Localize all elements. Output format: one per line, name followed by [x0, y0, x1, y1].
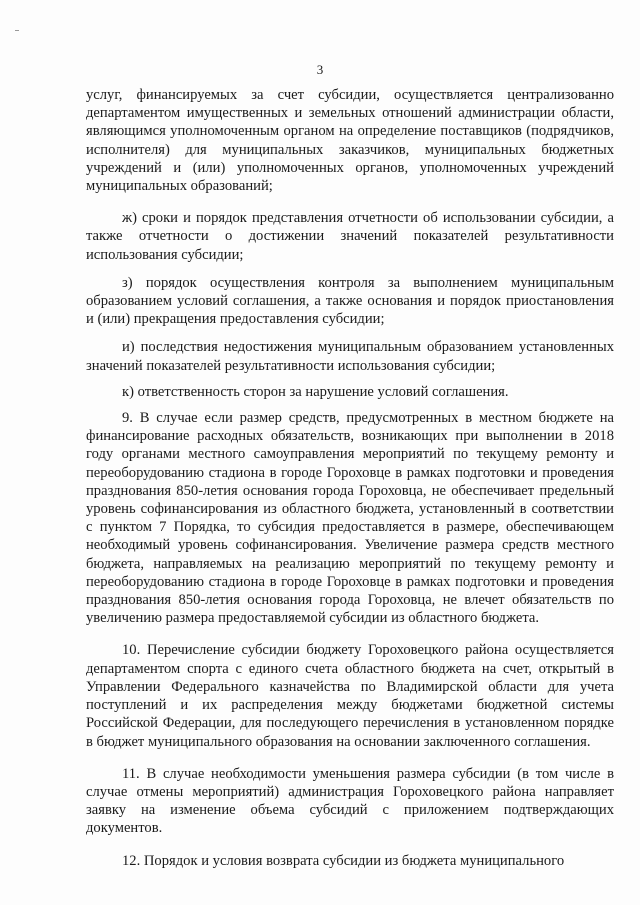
page-number: 3 — [316, 62, 324, 77]
paragraph-clause-10: 10. Перечисление субсидии бюджету Гороховецкого района осуществляется департаментом спорта с единого счета областного бюджета на счет, открытый в Управлении Федерального казначейства по Владимирской области для учета поступлений и их распределения между бюджетами бюджетной системы Российской Федерации, для последующего перечисления в установленном порядке в бюджет муниципального образования на основании заключенного соглашения. — [86, 642, 614, 750]
paragraph-clause-11: 11. В случае необходимости уменьшения размера субсидии (в том числе в случае отмены мероприятий) администрация Гороховецкого района направляет заявку на изменение объема субсидий с приложением подтверждающих документов. — [86, 765, 614, 837]
paragraph-item-z: з) порядок осуществления контроля за выполнением муниципальным образованием условий соглашения, а также основания и порядок приостановления и (или) прекращения предоставления субсидии; — [86, 274, 614, 328]
document-body — [86, 86, 614, 870]
paragraph-clause-12: 12. Порядок и условия возврата субсидии из бюджета муниципального — [122, 852, 565, 869]
paragraph-item-k: к) ответственность сторон за нарушение условий соглашения. — [122, 383, 509, 400]
paragraph-item-zh: ж) сроки и порядок представления отчетности об использовании субсидии, а также отчетности о достижении значений показателей результативности использования субсидии; — [86, 210, 614, 263]
scan-margin-mark — [15, 30, 19, 31]
paragraph-clause-9: 9. В случае если размер средств, предусмотренных в местном бюджете на финансирование расходных обязательств, возникающих при выполнении в 2018 году органами местного самоуправления мероприятий по текущему ремонту и переоборудованию стадиона в городе Гороховце в рамках подготовки и проведения празднования 850-летия основания города Гороховца, не обеспечивает предельный уровень софинансирования из областного бюджета, установленный в соответствии с пунктом 7 Порядка, то субсидия предоставляется в размере, обеспечивающем необходимый уровень софинансирования. Увеличение размера средств местного бюджета, направляемых на реализацию мероприятий по текущему ремонту и переоборудованию стадиона в городе Гороховце в рамках подготовки и проведения празднования 850-летия основания города Гороховца, не влечет обязательств по увеличению размера предоставляемой субсидии из областного бюджета. — [86, 410, 614, 627]
paragraph-item-i: и) последствия недостижения муниципальным образованием установленных значений показателей результативности использования субсидии; — [86, 339, 614, 374]
paragraph-continuation: услуг, финансируемых за счет субсидии, осуществляется централизованно департаментом имущественных и земельных отношений администрации области, являющимся уполномоченным органом на определение поставщиков (подрядчиков, исполнителя) для муниципальных заказчиков, муниципальных бюджетных учреждений и (или) уполномоченных органов, уполномоченных учреждений муниципальных образований; — [86, 87, 614, 195]
